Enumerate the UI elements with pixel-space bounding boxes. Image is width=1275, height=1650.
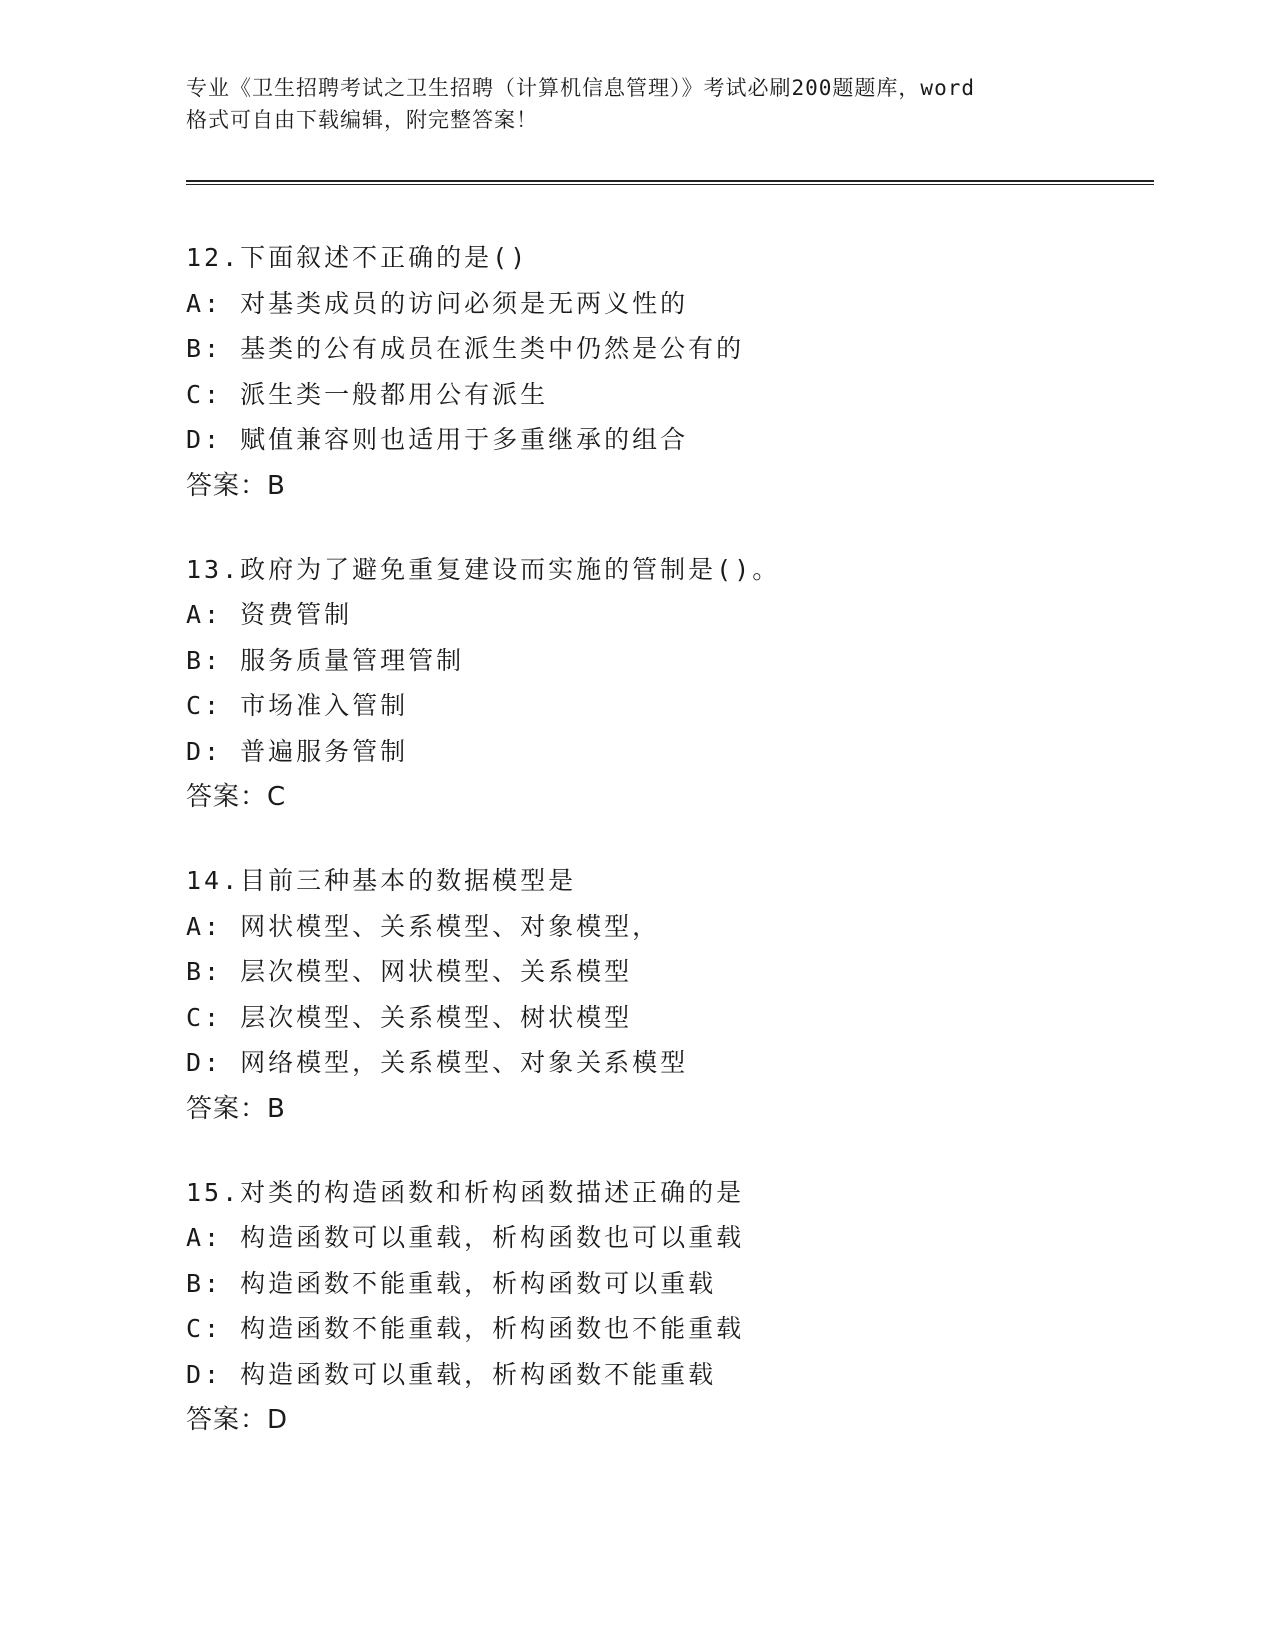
option-c (186, 683, 1146, 729)
option-text: 资费管制 (240, 600, 353, 629)
answer-value: D (267, 1405, 289, 1435)
option-b (186, 326, 1146, 372)
option-letter: D: (186, 425, 223, 454)
answer-value: B (267, 470, 286, 501)
answer-value: C (267, 782, 287, 812)
option-letter: D: (186, 736, 223, 766)
option-c (186, 1306, 1146, 1352)
option-text: 市场准入管制 (240, 691, 409, 720)
header-divider-thick (186, 180, 1154, 182)
option-text: 对基类成员的访问必须是无两义性的 (240, 288, 689, 318)
option-a (186, 904, 1146, 950)
answer-label: 答案： (186, 470, 268, 501)
question-stem: 12.下面叙述不正确的是() (186, 243, 529, 272)
option-d (186, 417, 1146, 463)
option-a (186, 1215, 1146, 1261)
option-letter: A: (186, 600, 223, 629)
option-letter: A: (186, 1223, 223, 1252)
option-letter: C: (186, 1314, 223, 1343)
option-b (186, 638, 1146, 684)
option-d (186, 1040, 1146, 1086)
question-12 (186, 235, 1146, 509)
answer-line (186, 1086, 1146, 1132)
question-15 (186, 1170, 1146, 1444)
header-line-1: 专业《卫生招聘考试之卫生招聘（计算机信息管理）》考试必刷200题题库，word (186, 76, 975, 100)
option-letter: C: (186, 691, 223, 720)
header-divider-thin (186, 184, 1154, 185)
option-letter: B: (186, 645, 223, 675)
header-line-2: 格式可自由下载编辑，附完整答案！ (186, 108, 538, 132)
option-text: 层次模型、关系模型、树状模型 (240, 1002, 633, 1032)
answer-line (186, 774, 1146, 820)
option-text: 构造函数不能重载，析构函数可以重载 (240, 1268, 717, 1298)
answer-label: 答案： (186, 1405, 268, 1435)
question-stem: 14.目前三种基本的数据模型是 (186, 866, 577, 895)
question-stem: 15.对类的构造函数和析构函数描述正确的是 (186, 1177, 745, 1207)
option-letter: C: (186, 379, 223, 409)
option-text: 网状模型、关系模型、对象模型， (240, 911, 661, 941)
question-14 (186, 858, 1146, 1132)
option-text: 服务质量管理管制 (240, 645, 465, 675)
option-letter: B: (186, 957, 223, 986)
option-text: 构造函数可以重载，析构函数不能重载 (240, 1359, 717, 1389)
option-letter: D: (186, 1048, 223, 1077)
option-b (186, 949, 1146, 995)
question-13 (186, 547, 1146, 821)
option-c (186, 372, 1146, 418)
option-letter: B: (186, 1268, 223, 1298)
option-a (186, 592, 1146, 638)
answer-value: B (267, 1093, 286, 1124)
option-d (186, 1352, 1146, 1398)
option-text: 网络模型，关系模型、对象关系模型 (240, 1048, 689, 1077)
option-text: 基类的公有成员在派生类中仍然是公有的 (240, 334, 745, 363)
option-text: 构造函数不能重载，析构函数也不能重载 (240, 1314, 745, 1343)
option-letter: C: (186, 1002, 223, 1032)
answer-line (186, 1397, 1146, 1443)
option-text: 派生类一般都用公有派生 (240, 379, 549, 409)
answer-line (186, 463, 1146, 509)
option-text: 构造函数可以重载，析构函数也可以重载 (240, 1223, 745, 1252)
answer-label: 答案： (186, 782, 268, 812)
option-text: 赋值兼容则也适用于多重继承的组合 (240, 425, 689, 454)
option-letter: B: (186, 334, 223, 363)
option-letter: A: (186, 288, 223, 318)
option-c (186, 995, 1146, 1041)
document-header (186, 72, 1116, 136)
option-d (186, 729, 1146, 775)
answer-label: 答案： (186, 1093, 268, 1124)
option-letter: A: (186, 911, 223, 941)
option-a (186, 281, 1146, 327)
question-list (186, 235, 1146, 1481)
question-stem: 13.政府为了避免重复建设而实施的管制是()。 (186, 554, 781, 584)
option-text: 层次模型、网状模型、关系模型 (240, 957, 633, 986)
option-letter: D: (186, 1359, 223, 1389)
option-b (186, 1261, 1146, 1307)
option-text: 普遍服务管制 (240, 736, 409, 766)
